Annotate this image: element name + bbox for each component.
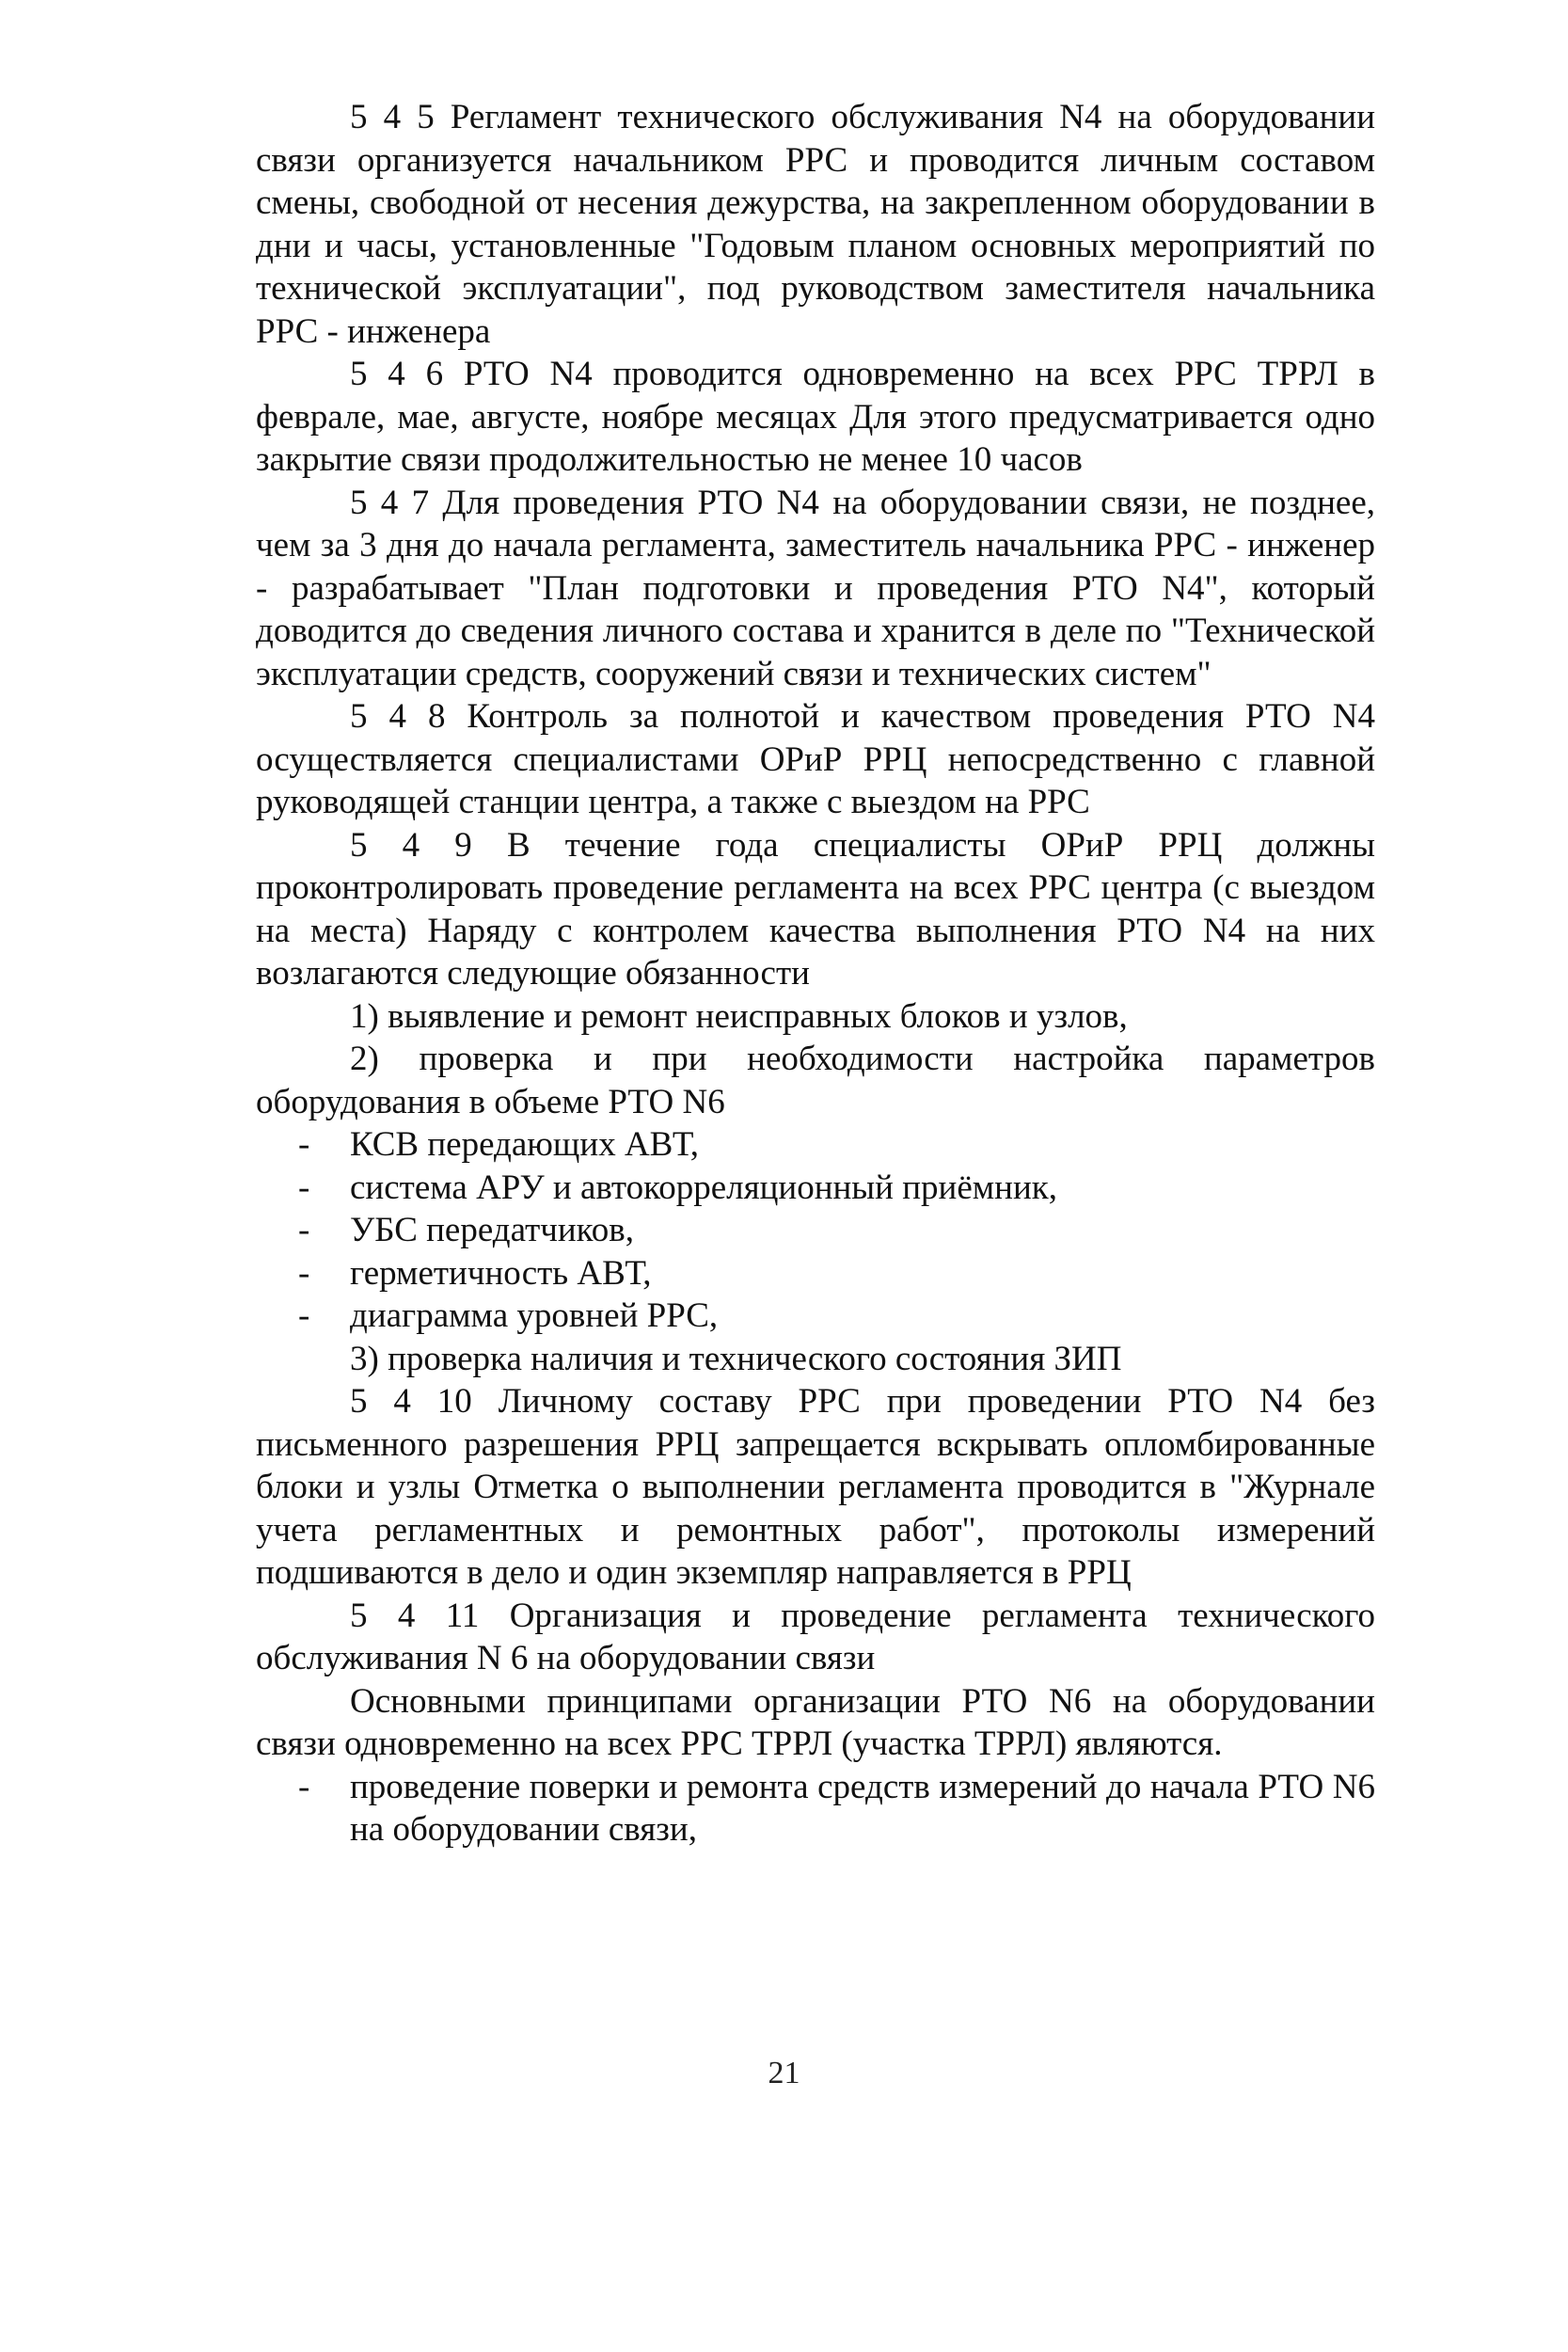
dash-list-item	[256, 1209, 1375, 1252]
dash-list-item	[256, 1295, 1375, 1338]
dash-marker: -	[298, 1253, 310, 1293]
paragraph-5-4-7: 5 4 7 Для проведения РТО N4 на оборудовании связи, не позднее, чем за 3 дня до начала регламента, заместитель начальника РРС - инженер - разрабатывает "План подготовки и проведения РТО N4", который доводится до сведения личного состава и хранится в деле по "Технической эксплуатации средств, сооружений связи и технических систем"	[256, 483, 1375, 693]
dash-list-item-text: герметичность АВТ,	[350, 1253, 652, 1293]
page-number: 21	[768, 2056, 800, 2090]
dash-marker: -	[298, 1296, 310, 1335]
paragraph-5-4-11: 5 4 11 Организация и проведение регламента технического обслуживания N 6 на оборудовании связи	[256, 1596, 1375, 1677]
paragraph-5-4-5: 5 4 5 Регламент технического обслуживания N4 на оборудовании связи организуется начальником РРС и проводится личным составом смены, свободной от несения дежурства, на закрепленном оборудовании в дни и часы, установленные "Годовым планом основных мероприятий по технической эксплуатации", под руководством заместителя начальника РРС - инженера	[256, 98, 1375, 351]
dash-marker: -	[298, 1168, 310, 1207]
paragraph-principles: Основными принципами организации РТО N6 на оборудовании связи одновременно на всех РРС ТРРЛ (участка ТРРЛ) являются.	[256, 1681, 1375, 1763]
paragraph-5-4-6: 5 4 6 РТО N4 проводится одновременно на всех РРС ТРРЛ в феврале, мае, августе, ноябре месяцах Для этого предусматривается одно закрытие связи продолжительностью не менее 10 часов	[256, 355, 1375, 479]
body-text	[256, 96, 1375, 1851]
dash-list-item-text: система АРУ и автокорреляционный приёмник,	[350, 1168, 1057, 1207]
dash-marker: -	[298, 1767, 310, 1806]
dash-marker: -	[298, 1125, 310, 1164]
dash-list-item	[256, 1252, 1375, 1295]
paragraph-5-4-10: 5 4 10 Личному составу РРС при проведении РТО N4 без письменного разрешения РРЦ запрещается вскрывать опломбированные блоки и узлы Отметка о выполнении регламента проводится в "Журнале учета регламентных и ремонтных работ", протоколы измерений подшиваются в дело и один экземпляр направляется в РРЦ	[256, 1382, 1375, 1592]
dash-list-item-text: проведение поверки и ремонта средств измерений до начала РТО N6 на оборудовании связи,	[350, 1767, 1375, 1849]
paragraph-5-4-8: 5 4 8 Контроль за полнотой и качеством проведения РТО N4 осуществляется специалистами ОРиР РРЦ непосредственно с главной руководящей станции центра, а также с выездом на РРС	[256, 697, 1375, 821]
paragraph-5-4-9: 5 4 9 В течение года специалисты ОРиР РРЦ должны проконтролировать проведение регламента на всех РРС центра (с выездом на места) Наряду с контролем качества выполнения РТО N4 на них возлагаются следующие обязанности	[256, 825, 1375, 993]
dash-list-item	[256, 1167, 1375, 1210]
dash-list-item-text: диаграмма уровней РРС,	[350, 1296, 719, 1335]
dash-list-item-text: КСВ передающих АВТ,	[350, 1125, 700, 1164]
dash-list-item	[256, 1766, 1375, 1851]
numbered-item-3: 3) проверка наличия и технического состояния ЗИП	[350, 1339, 1122, 1378]
numbered-item-2: 2) проверка и при необходимости настройка параметров оборудования в объеме РТО N6	[256, 1040, 1375, 1121]
dash-list-item-text: УБС передатчиков,	[350, 1211, 634, 1249]
dash-marker: -	[298, 1211, 310, 1249]
dash-list-item	[256, 1123, 1375, 1167]
numbered-item-1: 1) выявление и ремонт неисправных блоков и узлов,	[350, 996, 1128, 1036]
